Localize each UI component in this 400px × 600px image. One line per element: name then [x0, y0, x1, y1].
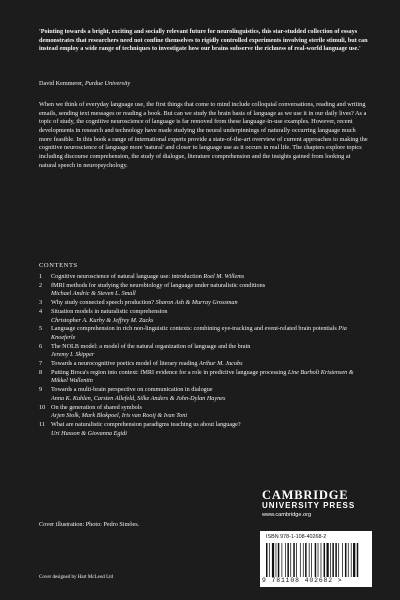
toc-title: Towards a neurocognitive poetics model of literary reading [51, 360, 198, 368]
publisher-url: www.cambridge.org [262, 512, 312, 518]
toc-number: 3 [39, 299, 43, 307]
toc-title: Language comprehension in rich non-linguistic contexts: combining eye-tracking and event-related brain potentials [51, 325, 337, 333]
toc-entry [51, 369, 369, 386]
toc-item [39, 421, 369, 438]
toc-authors: Line Burholt Kristensen & Mikkel Wallentin [51, 368, 354, 385]
toc-title: Situation models in naturalistic comprehension [51, 307, 168, 315]
endorser-affiliation: Purdue University [84, 80, 131, 87]
toc-number: 9 [39, 386, 43, 394]
toc-number: 5 [39, 325, 43, 333]
isbn-label: ISBN 978-1-108-40268-2 [266, 534, 327, 540]
toc-item [39, 404, 369, 421]
toc-entry [51, 273, 369, 282]
toc-title: The NOLB model: a model of the natural organization of language and the brain [51, 342, 251, 350]
toc-authors: Arjen Stolk, Mark Blokpoel, Iris van Rooij & Ivan Toni [51, 412, 188, 420]
cover-illustration-credit: Cover illustration: Photo: Pedro Simões. [39, 521, 140, 528]
toc-number: 4 [39, 307, 43, 315]
toc-item [39, 282, 369, 299]
toc-title: Towards a multi-brain perspective on communication in dialogue [51, 386, 213, 394]
toc-title: On the generation of shared symbols [51, 403, 142, 411]
toc-item [39, 360, 369, 369]
toc-item [39, 273, 369, 282]
toc-number: 6 [39, 342, 43, 350]
toc-authors: Anna K. Kuhlen, Carsten Allefeld, Silke Anders & John-Dylan Haynes [51, 394, 226, 402]
toc-item [39, 325, 369, 342]
table-of-contents [39, 273, 369, 438]
toc-item [39, 386, 369, 403]
toc-item [39, 343, 369, 360]
publisher-logo [262, 489, 368, 519]
barcode [266, 543, 366, 577]
toc-authors: Uri Hasson & Giovanna Egidi [51, 429, 127, 437]
toc-item [39, 299, 369, 308]
toc-number: 7 [39, 360, 43, 368]
endorser-name: David Kemmerer, [39, 80, 84, 87]
toc-authors: Arthur M. Jacobs [199, 360, 243, 368]
toc-title: Why study connected speech production? [51, 299, 155, 307]
toc-number: 2 [39, 281, 43, 289]
publisher-name: CAMBRIDGE [262, 488, 349, 502]
barcode-digits: 9 781108 402682 > [262, 577, 343, 584]
toc-number: 1 [39, 273, 43, 280]
endorsement-quote: 'Pointing towards a bright, exciting and socially relevant future for neurolinguistics, this star-studded collection of essays demonstrates that researchers need not confine themselves to rigidly controlled experiments involving sterile stimuli, but can instead employ a wide range of techniques to investigate how our brains subserve the richness of real-world language use.' [39, 28, 368, 53]
endorsement-attribution [39, 80, 130, 87]
toc-title: Putting Broca's region into context: fMRI evidence for a role in predictive language processing [51, 368, 287, 376]
toc-entry [51, 386, 369, 403]
toc-number: 11 [39, 420, 45, 428]
toc-authors: Jeremy I. Skipper [51, 351, 95, 359]
toc-entry [51, 282, 369, 299]
toc-entry [51, 421, 369, 438]
toc-entry [51, 325, 369, 342]
cover-design-credit: Cover designed by Hart McLeod Ltd [39, 575, 114, 580]
toc-authors: Pia Knoeferle [51, 325, 347, 341]
toc-number: 10 [39, 403, 46, 411]
toc-authors: Sharon Ash & Murray Grossman [155, 299, 238, 307]
toc-item [39, 308, 369, 325]
toc-authors: Roel M. Willems [203, 273, 245, 280]
toc-authors: Christopher A. Kurby & Jeffrey M. Zacks [51, 316, 154, 324]
toc-entry [51, 308, 369, 325]
toc-entry [51, 404, 369, 421]
contents-heading: CONTENTS [39, 262, 78, 269]
toc-title: Cognitive neuroscience of natural language use: introduction [51, 273, 202, 280]
toc-title: fMRI methods for studying the neurobiology of language under naturalistic conditions [51, 281, 266, 289]
toc-entry [51, 360, 369, 369]
toc-entry [51, 343, 369, 360]
publisher-press: UNIVERSITY PRESS [262, 501, 356, 510]
toc-entry [51, 299, 369, 308]
toc-title: What are naturalistic comprehension paradigms teaching us about language? [51, 420, 241, 428]
toc-item [39, 369, 369, 386]
book-description: When we think of everyday language use, the first things that come to mind include colloquial conversations, reading and writing emails, sending text messages or reading a book. But can we study the brain basis of language as we use it in our daily lives? As a topic of study, the cognitive neuroscience of language is far removed from these language-in-use examples. However, recent developments in research and technology have made studying the neural underpinnings of naturally occurring language much more feasible. In this book a range of international experts provide a state-of-the-art overview of current approaches to making the cognitive neuroscience of language more 'natural' and closer to language use as it occurs in real life. The chapters explore topics including discourse comprehension, the study of dialogue, literature comprehension and the insights gained from looking at natural speech in neuropsychology. [39, 101, 368, 169]
toc-authors: Michael Andric & Steven L. Small [51, 290, 136, 298]
toc-number: 8 [39, 368, 43, 376]
